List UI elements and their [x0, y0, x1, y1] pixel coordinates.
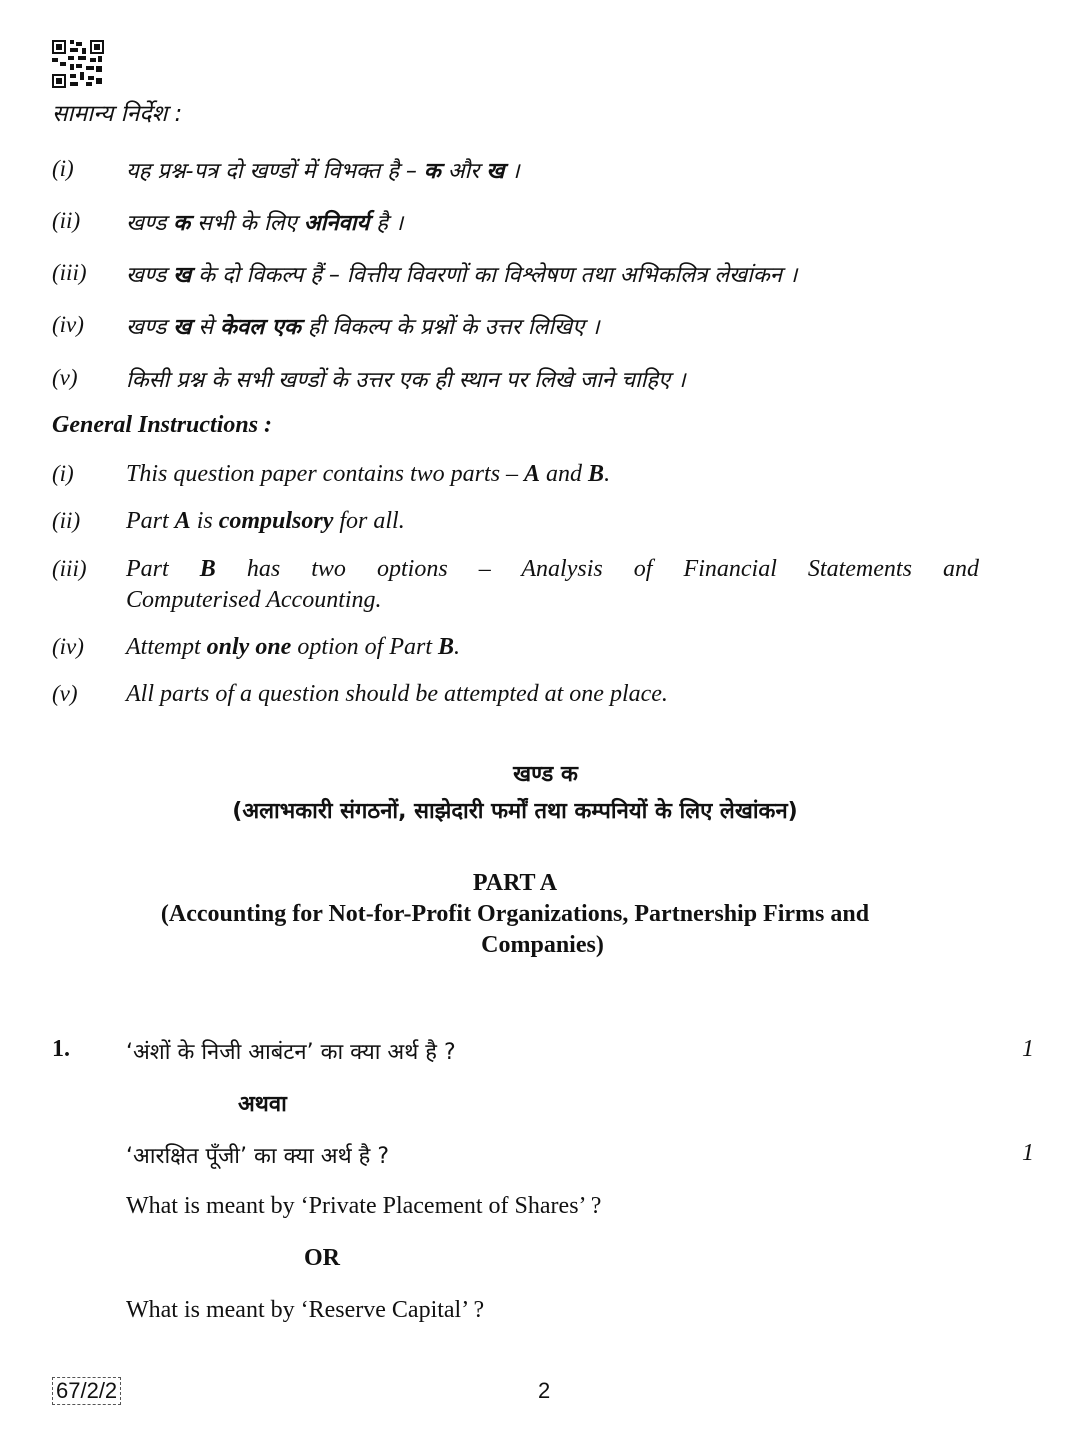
instruction-text: [126, 461, 610, 488]
instruction-number: (i): [52, 461, 74, 486]
text: .: [604, 461, 611, 487]
bold-text: अनिवार्य: [303, 211, 370, 236]
bold-text: क: [423, 159, 441, 184]
hindi-instruction-number: (i): [52, 156, 74, 181]
instruction-number: (iv): [52, 634, 84, 659]
paper-code: 67/2/2: [52, 1377, 121, 1405]
bold-text: ख: [173, 263, 192, 288]
text: Part: [126, 556, 200, 582]
bold-text: B: [438, 634, 455, 660]
question-hindi: ‘अंशों के निजी आबंटन’ का क्या अर्थ है ?: [126, 1040, 456, 1065]
question-number: 1.: [52, 1036, 70, 1062]
text: .: [454, 634, 461, 660]
instruction-text: [126, 634, 460, 661]
hindi-instructions-title: सामान्य निर्देश :: [52, 101, 183, 127]
instruction-text: [126, 508, 405, 535]
text: ही विकल्प के प्रश्नों के उत्तर लिखिए ।: [300, 315, 600, 340]
question-hindi-alt: ‘आरक्षित पूँजी’ का क्या अर्थ है ?: [126, 1144, 390, 1169]
bold-text: B: [588, 461, 605, 487]
instruction-number: (iii): [52, 556, 87, 581]
part-a-hindi-title: खण्ड क: [513, 762, 578, 787]
bold-text: A: [524, 461, 541, 487]
hindi-instruction-number: (ii): [52, 208, 81, 233]
text: सभी के लिए: [190, 211, 304, 236]
hindi-instruction-text: [126, 207, 403, 237]
text: है ।: [369, 211, 404, 236]
hindi-instruction-text: [126, 259, 797, 289]
hindi-instruction-number: (iii): [52, 260, 87, 285]
hindi-instruction-number: (iv): [52, 312, 84, 337]
bold-text: compulsory: [218, 508, 334, 534]
part-a-hindi-subtitle: (अलाभकारी संगठनों, साझेदारी फर्मों तथा कम्पनियों के लिए लेखांकन): [232, 799, 798, 824]
instruction-text: [126, 681, 668, 708]
text: for all.: [333, 508, 405, 534]
text: has two options – Analysis of Financial Statements and: [215, 556, 979, 582]
instruction-text: [126, 556, 979, 583]
question-english-or: OR: [304, 1245, 340, 1271]
text: के दो विकल्प हैं – वित्तीय विवरणों का विश्लेषण तथा अभिकलित्र लेखांकन ।: [191, 263, 798, 288]
question-english-alt: What is meant by ‘Reserve Capital’ ?: [126, 1297, 485, 1323]
part-a-title: PART A: [472, 870, 558, 896]
instruction-text-continued: Computerised Accounting.: [126, 587, 382, 613]
text: खण्ड: [126, 315, 174, 340]
page-number: 2: [538, 1378, 551, 1403]
hindi-instruction-text: [126, 155, 520, 185]
instruction-number: (ii): [52, 508, 81, 533]
instruction-number: (v): [52, 681, 78, 706]
text: is: [190, 508, 219, 534]
text: Part: [126, 508, 175, 534]
text: and: [540, 461, 589, 487]
text: किसी प्रश्न के सभी खण्डों के उत्तर एक ही स्थान पर लिखे जाने चाहिए ।: [126, 368, 686, 393]
text: ।: [504, 159, 520, 184]
general-instructions-title: General Instructions :: [52, 412, 273, 438]
bold-text: ख: [173, 315, 192, 340]
question-alt-marks: 1: [1022, 1140, 1034, 1166]
hindi-instruction-number: (v): [52, 365, 78, 390]
qr-code-icon: [52, 40, 104, 88]
bold-text: ख: [486, 159, 505, 184]
part-a-subtitle-line1: (Accounting for Not-for-Profit Organizations, Partnership Firms and: [160, 901, 870, 927]
text: और: [440, 159, 487, 184]
bold-text: क: [173, 211, 191, 236]
question-marks: 1: [1022, 1036, 1034, 1062]
part-a-subtitle-line2: Companies): [481, 932, 604, 958]
text: All parts of a question should be attempted at one place.: [126, 681, 668, 707]
text: से: [191, 315, 221, 340]
bold-text: केवल एक: [220, 315, 301, 340]
question-hindi-or: अथवा: [238, 1092, 287, 1117]
bold-text: only one: [206, 634, 292, 660]
text: यह प्रश्न-पत्र दो खण्डों में विभक्त है –: [126, 159, 424, 184]
hindi-instruction-text: [126, 311, 600, 341]
text: Attempt: [126, 634, 207, 660]
bold-text: B: [199, 556, 216, 582]
bold-text: A: [174, 508, 191, 534]
text: खण्ड: [126, 211, 174, 236]
text: This question paper contains two parts –: [126, 461, 525, 487]
hindi-instruction-text: [126, 364, 686, 394]
question-english: What is meant by ‘Private Placement of Shares’ ?: [126, 1193, 602, 1219]
text: खण्ड: [126, 263, 174, 288]
text: option of Part: [291, 634, 438, 660]
